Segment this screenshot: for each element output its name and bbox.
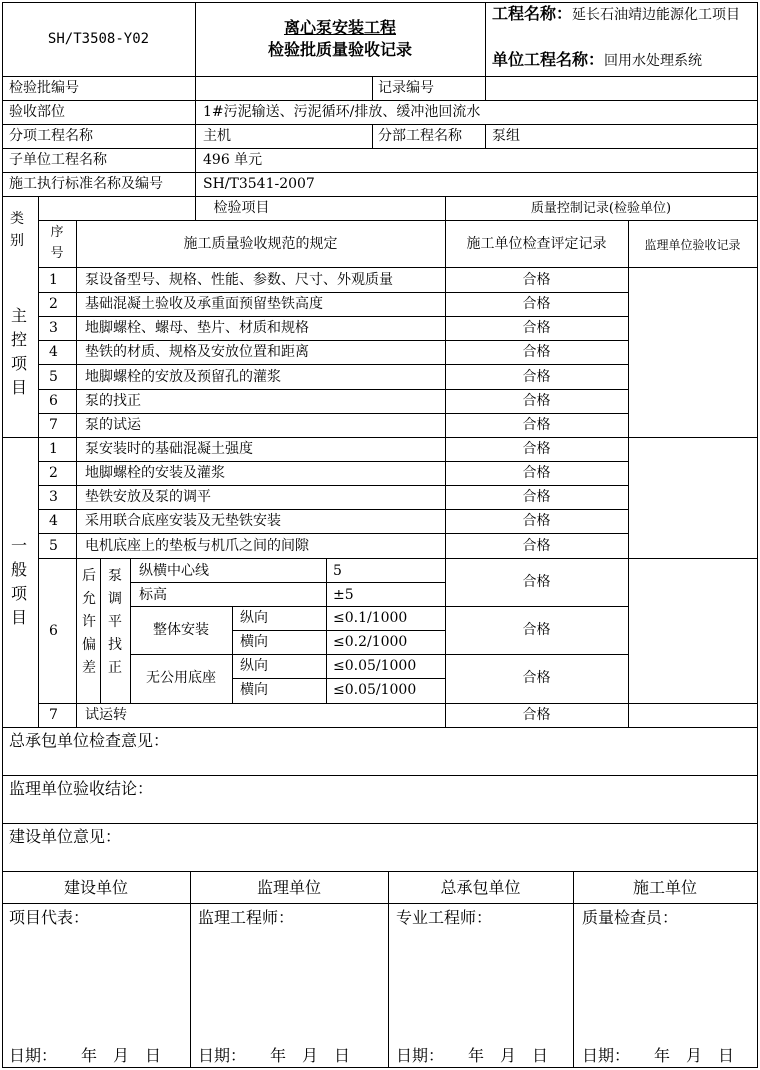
sig-general-contractor-org: 总承包单位: [440, 878, 521, 897]
main-item-no: 1: [49, 272, 58, 288]
project-name-label: 工程名称：: [492, 4, 573, 23]
sig-contractor-role: 质量检查员：: [582, 908, 679, 927]
rule-info-2: [2, 124, 758, 125]
general-item-no: 3: [49, 489, 58, 505]
integral-val-longitudinal: ≤0.1/1000: [333, 610, 408, 626]
rule-i6-3: [232, 630, 445, 631]
general-item-no: 2: [49, 465, 58, 481]
main-item-result: 合格: [522, 369, 551, 385]
general-item-no: 4: [49, 513, 58, 529]
rule-info-1: [2, 100, 758, 101]
rule-bottom: [2, 1067, 758, 1068]
main-item-result: 合格: [522, 296, 551, 312]
rule-i6-2: [130, 606, 628, 607]
general-item-no: 1: [49, 441, 58, 457]
general-item-text: 采用联合底座安装及无垫铁安装: [85, 513, 281, 529]
no-common-base-label: 无公用底座: [146, 670, 216, 686]
supervisor-conclusion: 监理单位验收结论：: [9, 779, 154, 798]
form-title-line1: 离心泵安装工程: [283, 18, 396, 37]
spec-head: 施工质量验收规范的规定: [183, 236, 338, 252]
rule-right: [757, 2, 758, 1067]
subitem-label: 分项工程名称: [9, 128, 93, 144]
sig-general-contractor-date: 日期： 年 月 日: [396, 1046, 549, 1065]
main-item-no: 7: [49, 417, 58, 433]
main-item-text: 地脚螺栓的安放及预留孔的灌浆: [85, 369, 281, 385]
main-item-result: 合格: [522, 272, 551, 288]
unit-project-label: 单位工程名称：: [492, 50, 605, 69]
sig-contractor-date: 日期： 年 月 日: [582, 1046, 735, 1065]
rule-gen-4: [38, 533, 628, 534]
general-item-text: 电机底座上的垫板与机爪之间的间隙: [85, 538, 309, 554]
sig-owner-org: 建设单位: [63, 878, 128, 897]
rule-i6-colb: [100, 558, 101, 703]
sig-owner-role: 项目代表：: [9, 908, 90, 927]
subitem-value: 主机: [203, 128, 231, 144]
seq-head: 序号: [50, 225, 64, 261]
batch-no-label: 检验批编号: [9, 80, 79, 96]
project-name-value: 延长石油靖边能源化工项目: [572, 7, 741, 23]
base-val-transverse: ≤0.05/1000: [333, 682, 417, 698]
general-item-result: 合格: [522, 489, 551, 505]
general-item-no: 5: [49, 538, 58, 554]
rule-info-v-sub1: [372, 124, 373, 148]
elevation-value: ±5: [333, 587, 354, 603]
owner-opinion: 建设单位意见：: [9, 827, 122, 846]
rule-gen-3: [38, 509, 628, 510]
unit-project-value: 回用水处理系统: [604, 53, 703, 69]
contractor-check-head: 施工单位检查评定记录: [466, 236, 607, 252]
supervisor-check-head: 监理单位验收记录: [644, 238, 741, 252]
general-item-result: 合格: [522, 465, 551, 481]
item6-result-2: 合格: [522, 622, 551, 638]
rule-main-3: [38, 340, 628, 341]
main-item-result: 合格: [522, 344, 551, 360]
general-item-text: 地脚螺栓的安装及灌浆: [85, 465, 225, 481]
rule-sig-v2: [388, 871, 389, 1067]
general-item-text: 泵安装时的基础混凝土强度: [85, 441, 253, 457]
rule-seq-col: [76, 220, 77, 727]
rule-op-2: [2, 823, 758, 824]
rule-table-head-bottom: [38, 267, 758, 268]
general-item-result: 合格: [522, 538, 551, 554]
main-item-text: 泵的找正: [85, 393, 141, 409]
item6-no: 6: [49, 623, 58, 639]
standard-label: 施工执行标准名称及编号: [9, 176, 163, 192]
rule-header-v2: [485, 2, 486, 76]
rule-i6-end: [38, 703, 758, 704]
item7-text: 试运转: [85, 707, 127, 723]
sig-owner-date: 日期： 年 月 日: [9, 1046, 162, 1065]
main-item-no: 5: [49, 369, 58, 385]
rule-i6-4: [130, 654, 628, 655]
general-item-text: 垫铁安放及泵的调平: [85, 489, 211, 505]
rule-sup-col: [628, 220, 629, 727]
elevation-label: 标高: [139, 587, 167, 603]
main-item-no: 6: [49, 393, 58, 409]
sig-general-contractor-role: 专业工程师：: [396, 908, 493, 927]
rule-op-3: [2, 871, 758, 872]
rule-top: [2, 2, 758, 3]
main-item-text: 垫铁的材质、规格及安放位置和距离: [85, 344, 309, 360]
sig-supervisor-org: 监理单位: [256, 878, 321, 897]
category-head: 类别: [10, 211, 24, 249]
rule-table-head-mid: [38, 220, 758, 221]
contractor-opinion: 总承包单位检查意见：: [9, 731, 170, 750]
rule-gen-2: [38, 485, 628, 486]
rule-op-1: [2, 775, 758, 776]
base-val-longitudinal: ≤0.05/1000: [333, 658, 417, 674]
inspection-items-head: 检验项目: [213, 200, 270, 216]
integral-install-label: 整体安装: [153, 622, 209, 638]
base-dir-longitudinal: 纵向: [240, 658, 268, 674]
item7-no: 7: [49, 707, 58, 723]
rule-header-bottom: [2, 76, 758, 77]
project-name: [492, 4, 754, 25]
centerline-value: 5: [333, 563, 342, 579]
unit-project-name: [492, 50, 702, 70]
integral-dir-transverse: 横向: [240, 634, 268, 650]
subdivision-label: 分部工程名称: [378, 128, 462, 144]
rule-main-end: [2, 437, 758, 438]
main-item-text: 基础混凝土验收及承重面预留垫铁高度: [85, 296, 323, 312]
integral-dir-longitudinal: 纵向: [240, 610, 268, 626]
rule-left: [2, 2, 3, 1067]
main-item-result: 合格: [522, 417, 551, 433]
rule-main-1: [38, 292, 628, 293]
rule-main-2: [38, 316, 628, 317]
rule-info-5: [2, 196, 758, 197]
item6-result-1: 合格: [522, 574, 551, 590]
integral-val-transverse: ≤0.2/1000: [333, 634, 408, 650]
sig-supervisor-date: 日期： 年 月 日: [198, 1046, 351, 1065]
record-no-label: 记录编号: [378, 80, 434, 96]
rule-sig-v1: [190, 871, 191, 1067]
main-item-text: 泵的试运: [85, 417, 141, 433]
main-item-result: 合格: [522, 393, 551, 409]
main-category: 主控项目: [10, 306, 27, 397]
rule-info-4: [2, 172, 758, 173]
subunit-label: 子单位工程名称: [9, 152, 107, 168]
rule-info-3: [2, 148, 758, 149]
general-item-result: 合格: [522, 441, 551, 457]
main-item-no: 4: [49, 344, 58, 360]
rule-cat-col: [38, 196, 39, 727]
main-item-text: 地脚螺栓、螺母、垫片、材质和规格: [85, 320, 309, 336]
item6-result-3: 合格: [522, 670, 551, 686]
location-label: 验收部位: [9, 104, 65, 120]
rule-sig-v3: [573, 871, 574, 1067]
rule-gen-1: [38, 461, 628, 462]
general-item-result: 合格: [522, 513, 551, 529]
rule-main-6: [38, 413, 628, 414]
rule-i6-dir: [232, 606, 233, 703]
main-item-no: 3: [49, 320, 58, 336]
sig-contractor-org: 施工单位: [632, 878, 697, 897]
rule-header-v1: [195, 2, 196, 76]
rule-main-5: [38, 389, 628, 390]
form-code: SH/T3508-Y02: [47, 31, 150, 47]
standard-value: SH/T3541-2007: [203, 176, 315, 192]
rule-i6-1: [130, 582, 445, 583]
item6-col-b: 泵调平找正: [108, 568, 122, 676]
general-category: 一般项目: [10, 536, 27, 627]
main-item-result: 合格: [522, 320, 551, 336]
form-title-line2: 检验批质量验收记录: [267, 40, 412, 59]
subdivision-value: 泵组: [492, 128, 520, 144]
main-item-no: 2: [49, 296, 58, 312]
rule-info-v-sub2: [485, 124, 486, 148]
rule-main-4: [38, 364, 628, 365]
rule-gen-5: [38, 558, 758, 559]
main-item-text: 泵设备型号、规格、性能、参数、尺寸、外观质量: [85, 272, 393, 288]
item7-result: 合格: [522, 707, 551, 723]
rule-i6-val: [326, 558, 327, 703]
rule-info-v-rec1: [372, 76, 373, 100]
rule-info-v-rec2: [485, 76, 486, 100]
location-value: 1#污泥输送、污泥循环/排放、缓冲池回流水: [203, 104, 481, 120]
centerline-label: 纵横中心线: [139, 563, 209, 579]
rule-i6-5: [232, 678, 445, 679]
rule-table-end: [2, 727, 758, 728]
subunit-value: 496 单元: [203, 152, 263, 168]
sig-supervisor-role: 监理工程师：: [198, 908, 295, 927]
item6-col-a: 后允许偏差: [82, 568, 96, 676]
quality-record-head: 质量控制记录(检验单位): [530, 201, 672, 216]
rule-sig-head: [2, 903, 758, 904]
base-dir-transverse: 横向: [240, 682, 268, 698]
